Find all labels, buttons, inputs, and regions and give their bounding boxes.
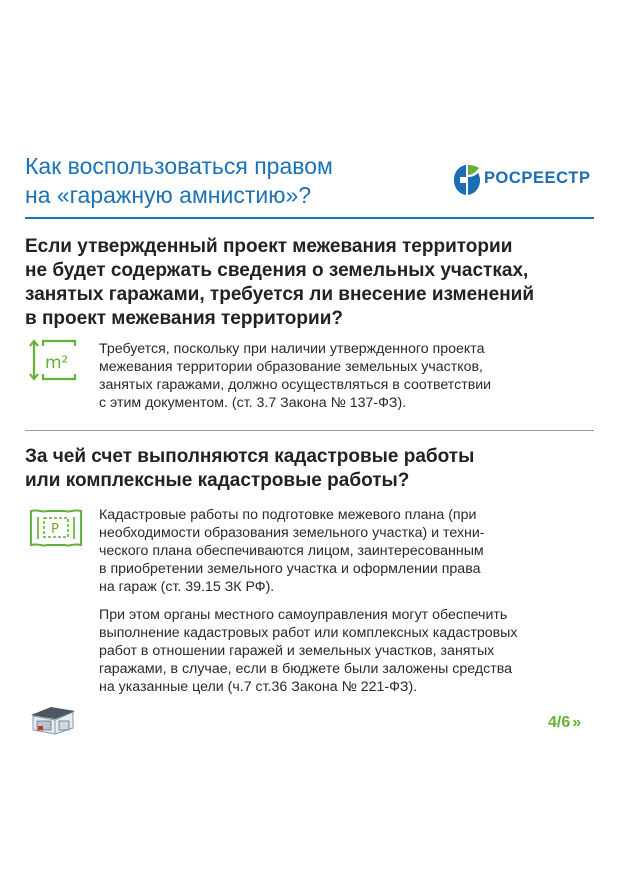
rosreestr-logo <box>452 160 602 200</box>
answer-2-line: Кадастровые работы по подготовке межевого плана (при <box>99 507 477 523</box>
answer-2-line: необходимости образования земельного участка) и техни- <box>99 525 485 541</box>
garage-icon <box>29 706 77 736</box>
answer-1 <box>99 340 604 412</box>
question-1 <box>25 235 605 331</box>
answer-2-line: работ в отношении гаражей и земельных участков, занятых <box>99 643 495 659</box>
question-1-line: Если утвержденный проект межевания территории <box>25 236 513 257</box>
answer-1-line: межевания территории образование земельных участков, <box>99 359 483 375</box>
question-2-line: или комплексные кадастровые работы? <box>25 470 410 491</box>
answer-2-paragraph-2 <box>99 606 604 696</box>
section-divider <box>25 430 594 431</box>
answer-1-line: с этим документом. (ст. 3.7 Закона № 137-ФЗ). <box>99 395 407 411</box>
next-chevron-icon[interactable]: » <box>572 714 582 731</box>
page-title-line-1: Как воспользоваться правом <box>25 153 333 179</box>
page-indicator[interactable] <box>548 714 581 732</box>
question-1-line: в проект межевания территории? <box>25 308 343 329</box>
answer-2-line: в приобретении земельного участка и оформлении права <box>99 561 481 577</box>
logo-text: РОСРЕЕСТР <box>484 169 591 187</box>
question-2-line: За чей счет выполняются кадастровые работы <box>25 446 475 467</box>
answer-1-line: Требуется, поскольку при наличии утвержденного проекта <box>99 341 485 357</box>
question-2 <box>25 445 605 493</box>
area-m2-label: m² <box>45 353 69 373</box>
page-title <box>25 152 445 210</box>
answer-2-line: на гараж (ст. 39.15 ЗК РФ). <box>99 579 275 595</box>
answer-2-line: выполнение кадастровых работ или комплексных кадастровых <box>99 625 518 641</box>
land-plan-label: P <box>51 522 59 537</box>
answer-2-paragraph-1 <box>99 506 604 596</box>
answer-1-line: занятых гаражами, должно осуществляться в соответствии <box>99 377 492 393</box>
header-divider <box>25 217 594 219</box>
question-1-line: занятых гаражами, требуется ли внесение изменений <box>25 284 535 305</box>
question-1-line: не будет содержать сведения о земельных участках, <box>25 260 529 281</box>
land-plan-icon <box>29 505 83 549</box>
page-indicator-text: 4/6 <box>548 714 571 731</box>
area-m2-icon <box>29 337 81 383</box>
answer-2-line: ческого плана обеспечиваются лицом, заинтересованным <box>99 543 484 559</box>
answer-2-line: на указанные цели (ч.7 ст.36 Закона № 221-ФЗ). <box>99 679 418 695</box>
rosreestr-logo-icon <box>452 163 482 197</box>
answer-2-line: При этом органы местного самоуправления могут обеспечить <box>99 607 508 623</box>
page-title-line-2: на «гаражную амнистию»? <box>25 182 312 208</box>
answer-2-line: гаражами, в случае, если в бюджете были заложены средства <box>99 661 512 677</box>
